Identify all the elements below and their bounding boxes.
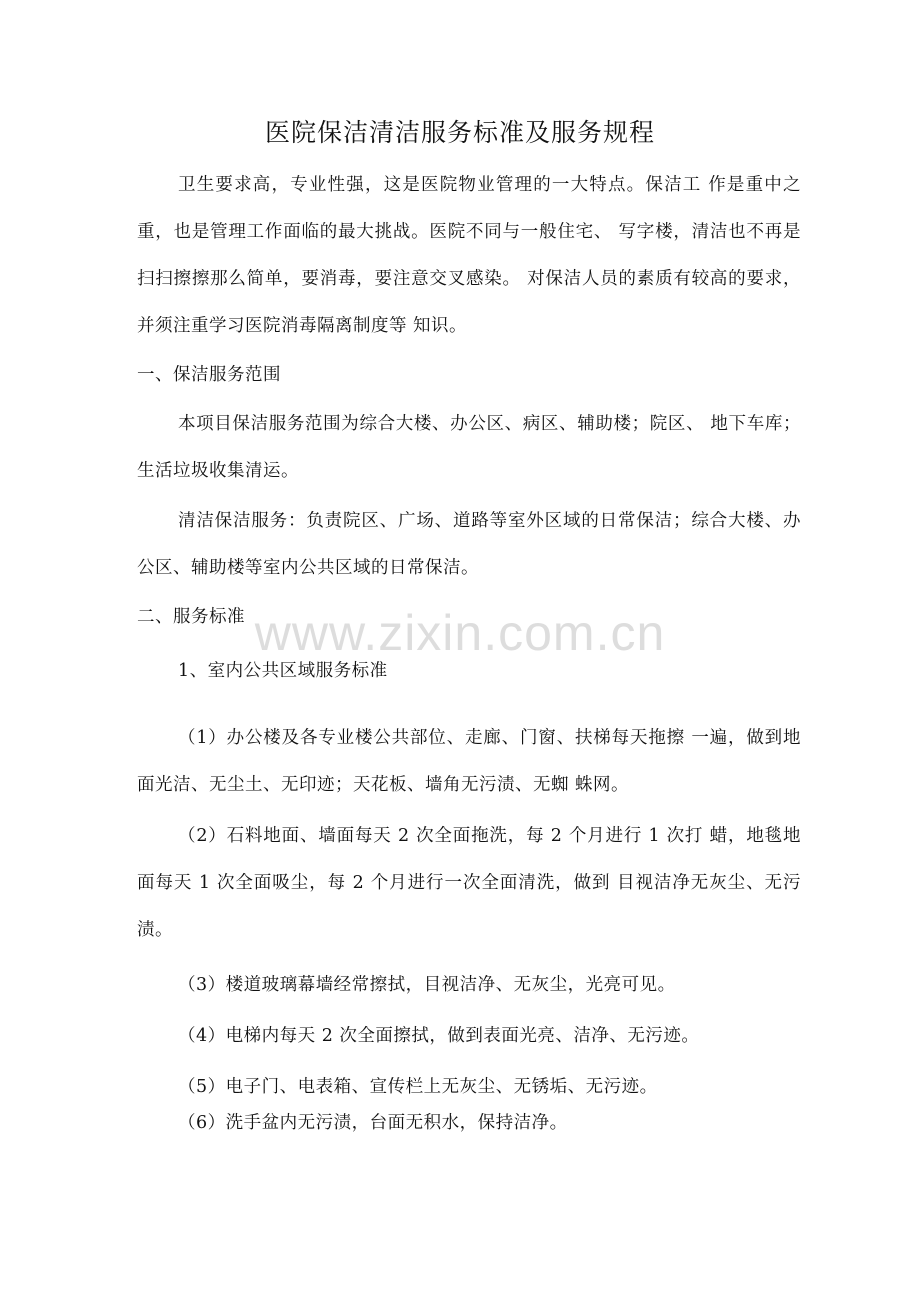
watermark: www.zixin.com.cn: [254, 605, 666, 661]
section-heading-standards: 二、服务标准: [137, 607, 245, 627]
subsection-heading-indoor: 1、室内公共区域服务标准: [178, 661, 388, 681]
standard-item: （4）电梯内每天 2 次全面擦拭，做到表面光亮、洁净、无污迹。: [178, 1026, 700, 1046]
scope-paragraph: 本项目保洁服务范围为综合大楼、办公区、病区、辅助楼；院区、 地下车库；生活垃圾收集清运。: [137, 414, 801, 481]
document-title: 医院保洁清洁服务标准及服务规程: [264, 118, 655, 147]
standard-item: （6）洗手盆内无污渍，台面无积水，保持洁净。: [178, 1113, 568, 1133]
standard-item: （5）电子门、电表箱、宣传栏上无灰尘、无锈垢、无污迹。: [178, 1077, 658, 1097]
cleaning-service-paragraph: 清洁保洁服务：负责院区、广场、道路等室外区域的日常保洁；综合大楼、办公区、辅助楼等室内公共区域的日常保洁。: [137, 511, 801, 578]
section-heading-scope: 一、保洁服务范围: [137, 365, 281, 385]
standard-item: （2）石料地面、墙面每天 2 次全面拖洗，每 2 个月进行 1 次打 蜡，地毯地面每天 1 次全面吸尘，每 2 个月进行一次全面清洗，做到 目视洁净无灰尘、无污渍。: [137, 826, 801, 940]
standard-item: （1）办公楼及各专业楼公共部位、走廊、门窗、扶梯每天拖擦 一遍，做到地面光洁、无尘土、无印迹；天花板、墙角无污渍、无蜘 蛛网。: [137, 728, 801, 795]
standard-item: （3）楼道玻璃幕墙经常擦拭，目视洁净、无灰尘，光亮可见。: [178, 975, 676, 995]
intro-paragraph: 卫生要求高，专业性强，这是医院物业管理的一大特点。保洁工 作是重中之重，也是管理工作面临的最大挑战。医院不同与一般住宅、 写字楼，清洁也不再是扫扫擦擦那么简单，要消毒，要注意交叉感染。 对保洁人员的素质有较高的要求，并须注重学习医院消毒隔离制度等 知识。: [137, 175, 801, 336]
